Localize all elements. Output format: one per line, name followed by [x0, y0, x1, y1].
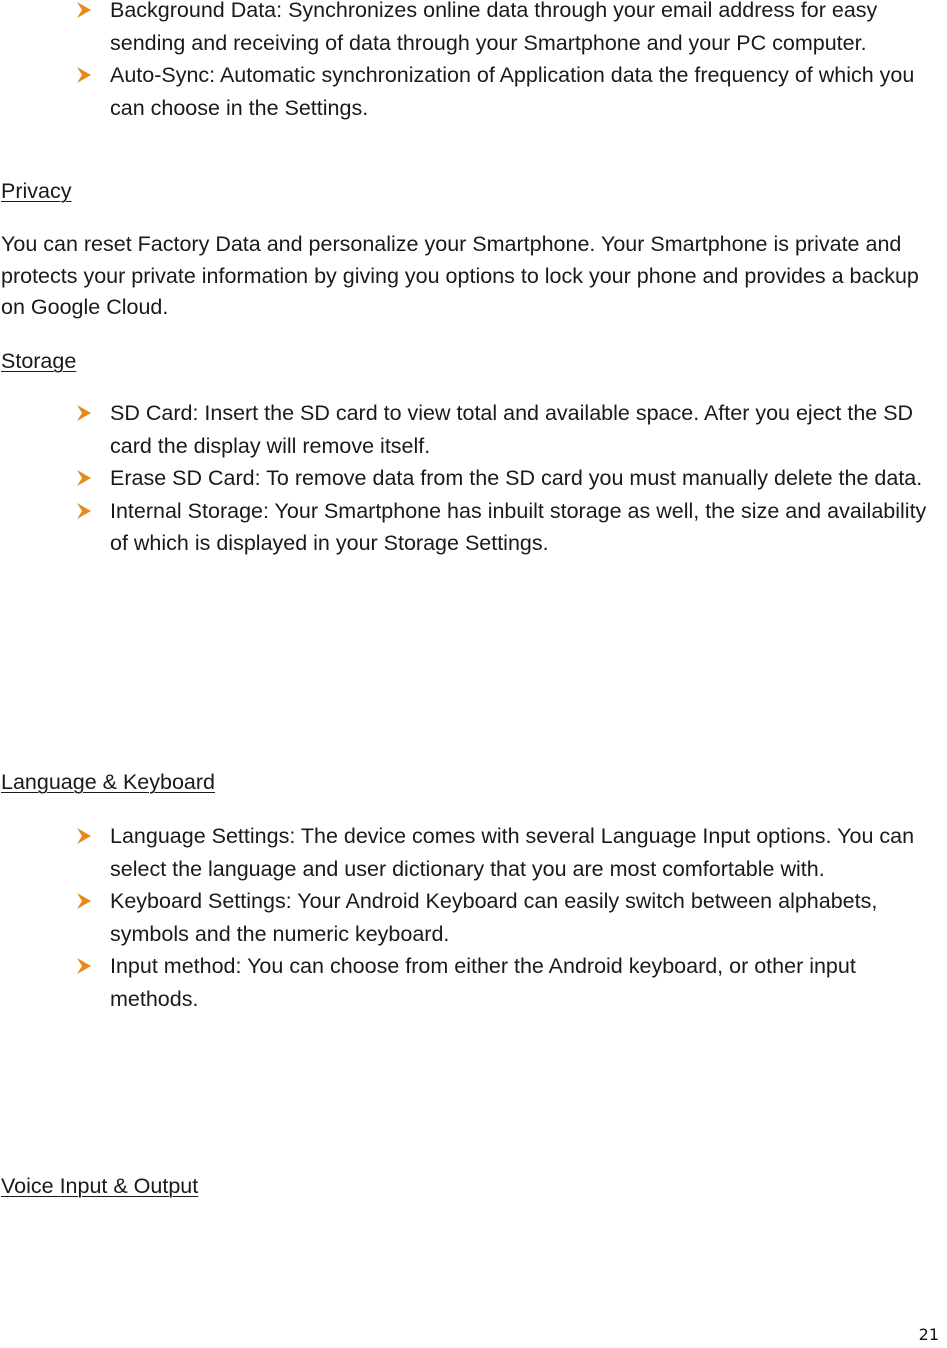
- list-item-text: Auto-Sync: Automatic synchronization of Application data the frequency of which you can choose in the Settings.: [110, 63, 915, 120]
- list-item-text: Language Settings: The device comes with several Language Input options. You can select the language and user dictionary that you are most comfortable with.: [110, 824, 915, 881]
- list-item: [0, 495, 947, 560]
- list-item: [0, 462, 947, 495]
- list-item-text: Keyboard Settings: Your Android Keyboard can easily switch between alphabets, symbols and the numeric keyboard.: [110, 889, 878, 946]
- list-item: [0, 820, 947, 885]
- arrowhead-bullet-icon: [76, 2, 92, 18]
- arrowhead-bullet-icon: [76, 958, 92, 974]
- voice-input-output-heading: Voice Input & Output: [1, 1174, 199, 1198]
- storage-bullet-list: [0, 397, 947, 560]
- list-item: [0, 885, 947, 950]
- arrowhead-bullet-icon: [76, 405, 92, 421]
- arrowhead-bullet-icon: [76, 470, 92, 486]
- list-item: [0, 950, 947, 1015]
- language-keyboard-bullet-list: [0, 820, 947, 1015]
- list-item-text: Background Data: Synchronizes online data through your email address for easy sending and receiving of data through your Smartphone and your PC computer.: [110, 0, 878, 55]
- list-item: [0, 59, 947, 124]
- storage-heading: Storage: [1, 349, 77, 373]
- list-item: [0, 397, 947, 462]
- arrowhead-bullet-icon: [76, 893, 92, 909]
- page-number: 21: [918, 1325, 939, 1344]
- intro-bullet-list: [0, 0, 947, 124]
- list-item: [0, 0, 947, 59]
- list-item-text: Erase SD Card: To remove data from the SD card you must manually delete the data.: [110, 466, 923, 490]
- arrowhead-bullet-icon: [76, 67, 92, 83]
- list-item-text: Internal Storage: Your Smartphone has inbuilt storage as well, the size and availability of which is displayed in your Storage Settings.: [110, 498, 927, 555]
- arrowhead-bullet-icon: [76, 503, 92, 519]
- privacy-paragraph: You can reset Factory Data and personalize your Smartphone. Your Smartphone is private and protects your private information by giving you options to lock your phone and provides a backup on Google Cloud.: [1, 232, 919, 319]
- list-item-text: Input method: You can choose from either the Android keyboard, or other input methods.: [110, 954, 856, 1011]
- privacy-heading: Privacy: [1, 179, 72, 203]
- language-keyboard-heading: Language & Keyboard: [1, 770, 215, 794]
- list-item-text: SD Card: Insert the SD card to view total and available space. After you eject the SD card the display will remove itself.: [110, 401, 914, 458]
- arrowhead-bullet-icon: [76, 828, 92, 844]
